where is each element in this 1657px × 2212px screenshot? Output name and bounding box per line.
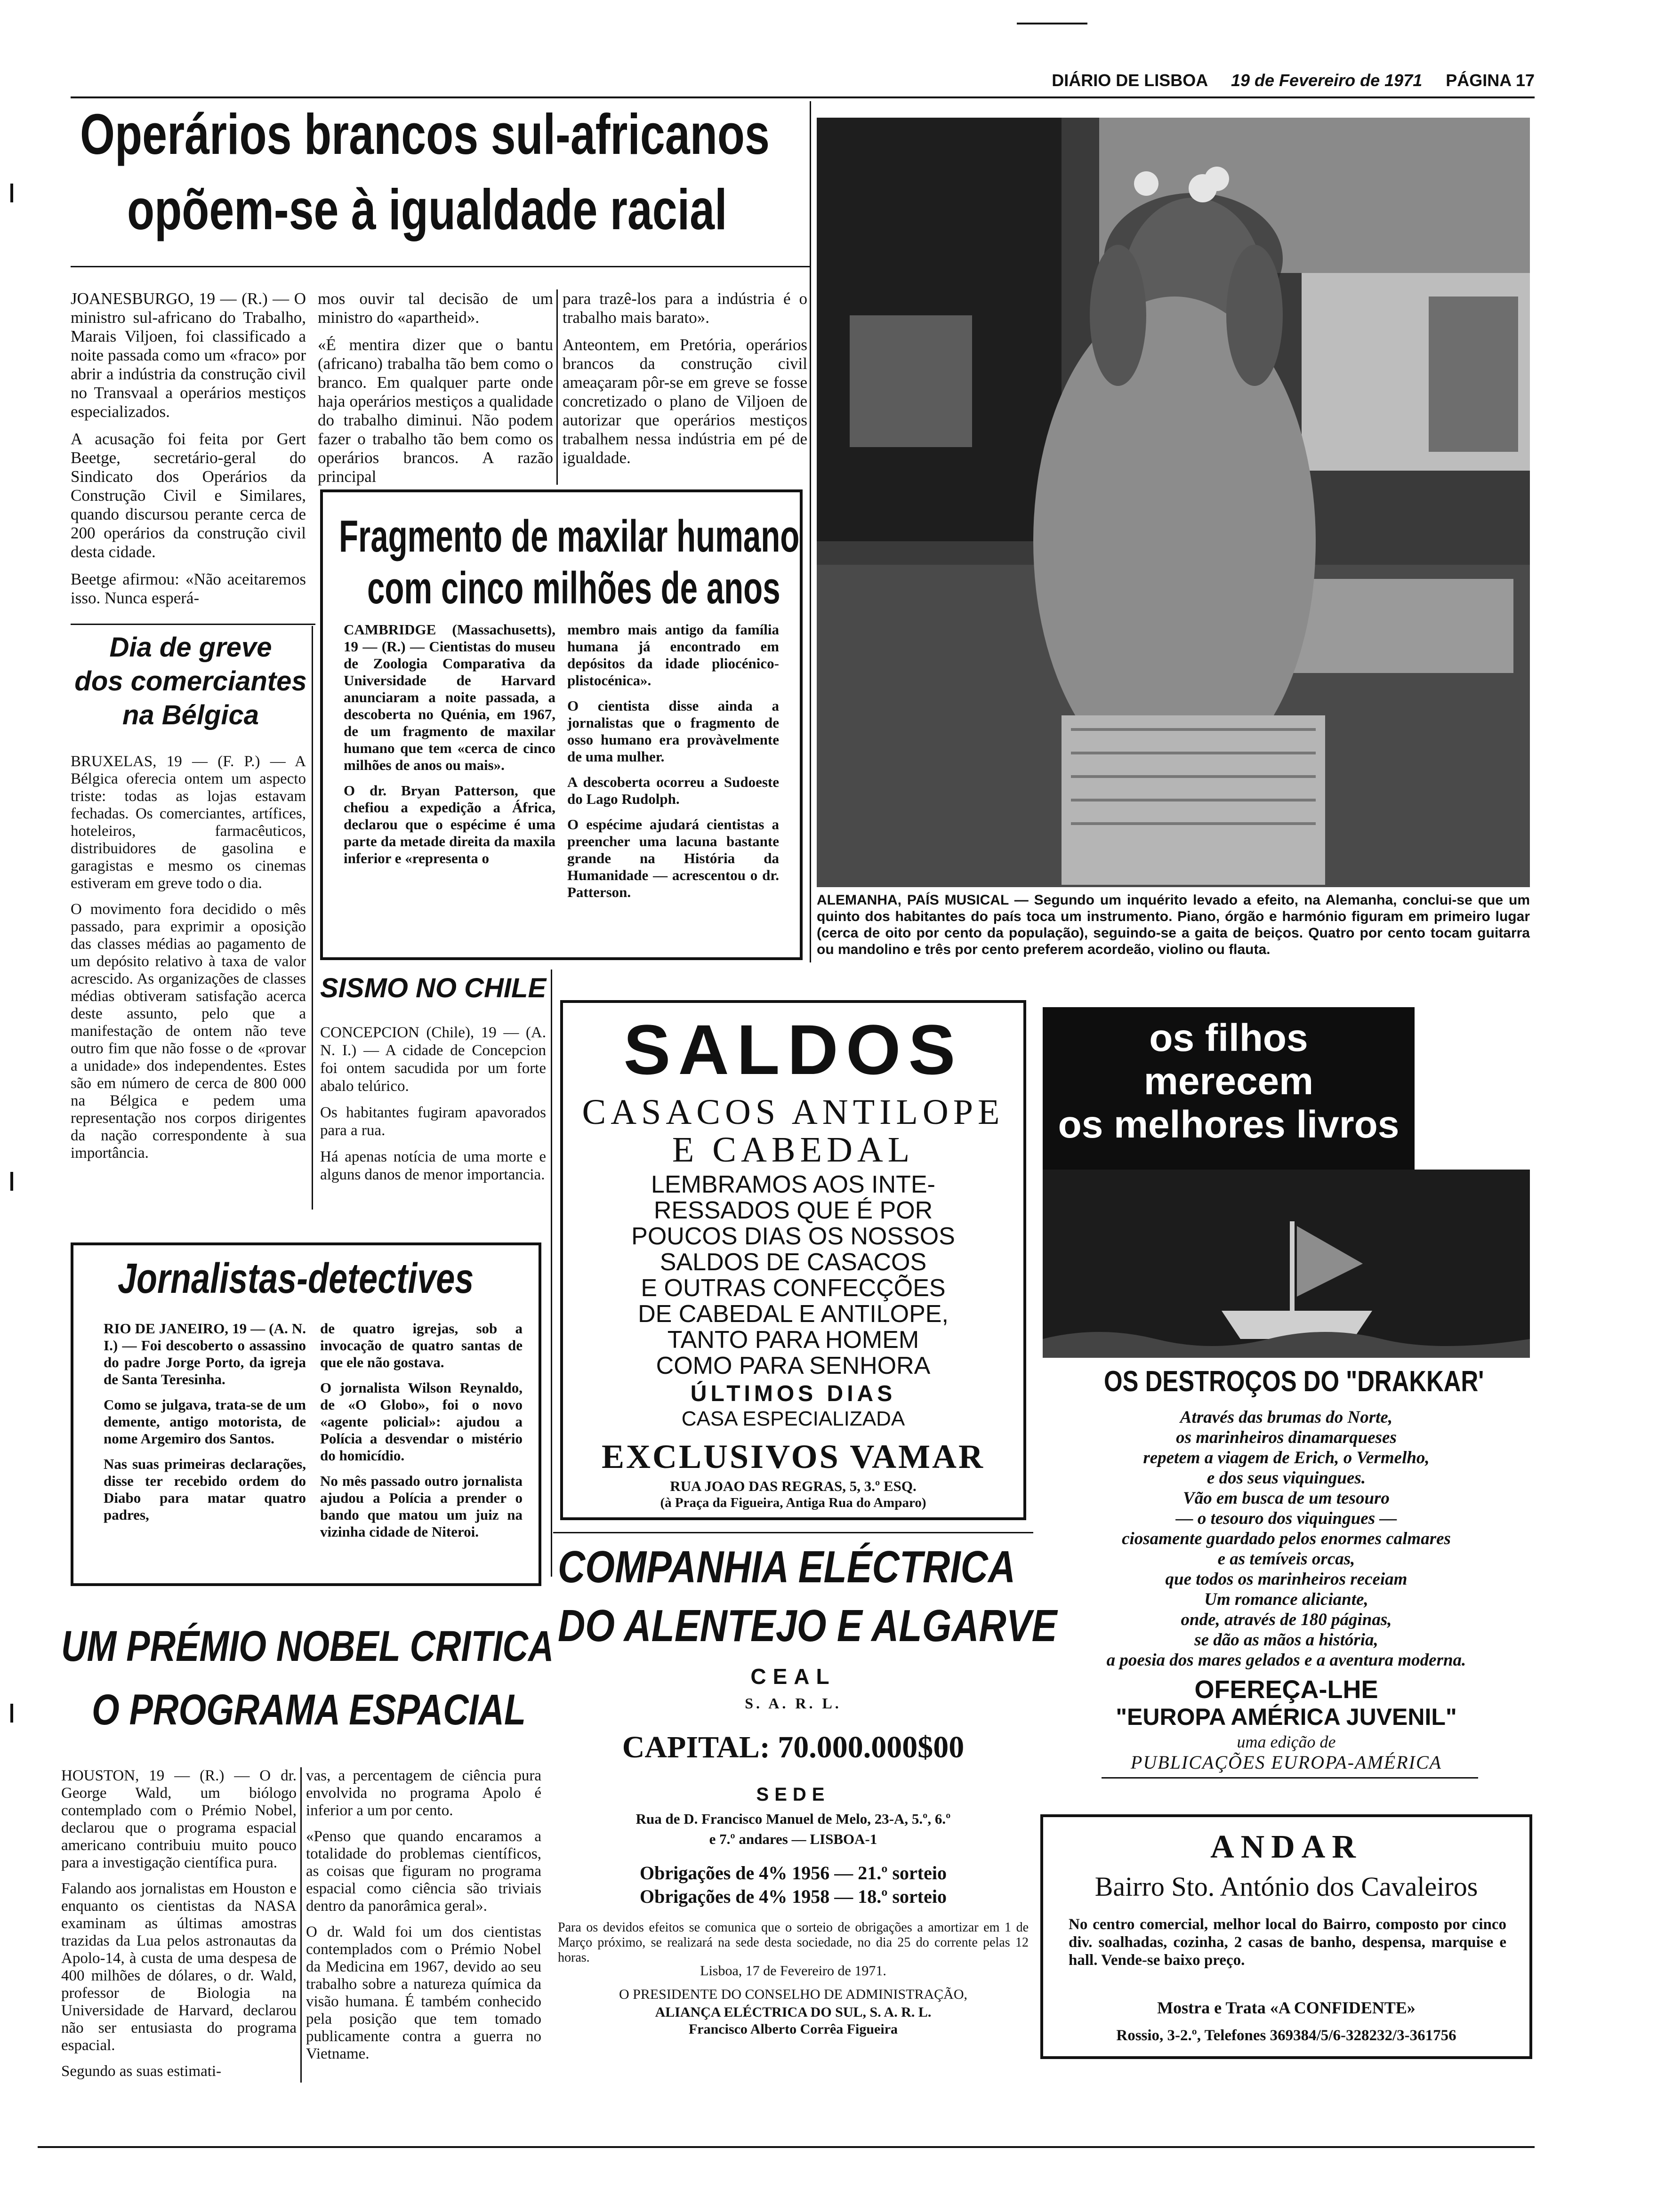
photo-caption-head: ALEMANHA, PAÍS MUSICAL bbox=[817, 892, 1009, 908]
saldos-title: SALDOS bbox=[623, 1010, 963, 1089]
saldos-line-8: COMO PARA SENHORA bbox=[656, 1352, 931, 1379]
operarios-headline-2: opõem-se à igualdade racial bbox=[127, 177, 727, 241]
ceal-company: ALIANÇA ELÉCTRICA DO SUL, S. A. R. L. bbox=[655, 2004, 932, 2020]
nobel-p6: O dr. Wald foi um dos cientistas contemplados com o Prémio Nobel da Medicina em 1967, devido ao seu trabalho sobre a natureza química da visão humana. É também conhecido pela posição que tem tomado publicamente contra a guerra no Vietname. bbox=[306, 1923, 541, 2062]
livros-verse-5: Vão em busca de um tesouro bbox=[1183, 1489, 1390, 1508]
operarios-p4: mos ouvir tal decisão de um ministro do «apartheid». bbox=[318, 289, 553, 327]
saldos-line-2: RESSADOS QUE É POR bbox=[653, 1197, 933, 1224]
page-divider-main bbox=[810, 101, 811, 962]
greve-headline-1: Dia de greve bbox=[109, 632, 272, 663]
greve-p2: O movimento fora decidido o mês passado, para exprimir a oposição das classes médias ao pagamento de um depósito relativo à taxa de valor acrescido. As organizações de classes médias obtiveram satisfação acerca deste assunto, pelo que a manifestação de ontem não teve outro fim que não fosse o de «provar a unidade» dos independentes. Estes são em número de cerca de 800 000 na Bélgica e pedem uma representação nos corpos dirigentes da nação correspondente à sua importância. bbox=[71, 901, 306, 1162]
operarios-p6: para trazê-los para a indústria é o trabalho mais barato». bbox=[563, 289, 807, 327]
saldos-line-7: TANTO PARA HOMEM bbox=[667, 1326, 919, 1354]
nobel-col-2 bbox=[306, 1767, 541, 2071]
jornalistas-p1: RIO DE JANEIRO, 19 — (A. N. I.) — Foi descoberto o assassino do padre Jorge Porto, da igreja de Santa Teresinha. bbox=[104, 1320, 306, 1387]
livros-offer-1: OFEREÇA-LHE bbox=[1194, 1675, 1378, 1704]
andar-agent: Mostra e Trata «A CONFIDENTE» bbox=[1157, 1998, 1416, 2017]
saldos-body bbox=[560, 1172, 1026, 1379]
andar-body: No centro comercial, melhor local do Bairro, composto por cinco div. soalhadas, cozinha, 2 casas de banho, despensa, marquise e hall. Vende-se baixo preço. bbox=[1069, 1916, 1506, 1969]
nobel-divider bbox=[300, 1767, 302, 2083]
ceal-top-rule bbox=[553, 1532, 1033, 1533]
nobel-col-1 bbox=[61, 1767, 297, 2089]
sismo-p2: Os habitantes fugiram apavorados para a rua. bbox=[320, 1104, 546, 1139]
jornalistas-p4: de quatro igrejas, sob a invocação de quatro santas de que ele não gostava. bbox=[320, 1320, 523, 1370]
nobel-p1: HOUSTON, 19 — (R.) — O dr. George Wald, um biólogo contemplado com o Prémio Nobel, declarou que o programa espacial americano contribuiu muito pouco para a investigação científica pura. bbox=[61, 1767, 297, 1871]
ship-illustration bbox=[1043, 1170, 1530, 1358]
livros-verse bbox=[1043, 1407, 1530, 1670]
maxilar-p6: O espécime ajudará cientistas a preencher uma lacuna bastante grande na História da Humanidade — acrescentou o dr. Patterson. bbox=[567, 816, 779, 900]
maxilar-p2: O dr. Bryan Patterson, que chefiou a expedição a África, declarou que o espécime é uma parte da metade direita da maxila inferior e «representa o bbox=[344, 782, 555, 866]
livros-verse-1: Através das brumas do Norte, bbox=[1180, 1408, 1393, 1427]
maxilar-col-1 bbox=[344, 621, 555, 875]
saldos-line-5: E OUTRAS CONFECÇÕES bbox=[641, 1274, 946, 1302]
masthead-page: PÁGINA 17 bbox=[1446, 71, 1535, 90]
print-mark bbox=[1017, 23, 1087, 24]
operarios-col-1 bbox=[71, 289, 306, 616]
nobel-headline-1: UM PRÉMIO NOBEL CRITICA bbox=[61, 1622, 554, 1670]
greve-headline-3: na Bélgica bbox=[122, 700, 259, 730]
sismo-p1: CONCEPCION (Chile), 19 — (A. N. I.) — A cidade de Concepcion foi ontem sacudida por um forte abalo telúrico. bbox=[320, 1024, 546, 1095]
masthead-paper: DIÁRIO DE LISBOA bbox=[1052, 71, 1207, 90]
jornalistas-p3: Nas suas primeiras declarações, disse ter recebido ordem do Diabo para matar quatro padres, bbox=[104, 1456, 306, 1523]
ceal-address-2: e 7.º andares — LISBOA-1 bbox=[709, 1831, 877, 1847]
photo-caption-text: — Segundo um inquérito levado a efeito, na Alemanha, conclui-se que um quinto dos habitantes do país toca um instrumento. Piano, órgão e harmónio figuram em primeiro lugar (cerca de oito por cento da população), seguindo-se a gaita de beiços. Quatro por cento tocam guitarra ou mandolino e três por cento preferem acordeão, violino ou flauta. bbox=[817, 892, 1530, 957]
ceal-short: CEAL bbox=[750, 1664, 836, 1689]
operarios-divider-2 bbox=[556, 289, 558, 485]
ceal-obrig-2: Obrigações de 4% 1958 — 18.º sorteio bbox=[639, 1886, 947, 1907]
sismo-divider bbox=[551, 970, 552, 1577]
sismo-headline: SISMO NO CHILE bbox=[320, 973, 547, 1003]
jornalistas-p5: O jornalista Wilson Reynaldo, de «O Globo», foi o novo «agente policial»: ajudou a Polícia a desvendar o mistério do homicídio. bbox=[320, 1379, 523, 1464]
masthead-date: 19 de Fevereiro de 1971 bbox=[1231, 71, 1423, 90]
greve-p1: BRUXELAS, 19 — (F. P.) — A Bélgica oferecia ontem um aspecto triste: todas as lojas estavam fechadas. Os comerciantes, artífices, hoteleiros, farmacêuticos, distribuidores de gasolina e garagistas e mesmo os cinemas estiveram em greve todo o dia. bbox=[71, 753, 306, 892]
operarios-p2: A acusação foi feita por Gert Beetge, secretário-geral do Sindicato dos Operários da Construção Civil e Similares, quando discursou perante cerca de 200 operários da construção civil desta cidade. bbox=[71, 430, 306, 561]
ceal-capital: CAPITAL: 70.000.000$00 bbox=[622, 1730, 965, 1764]
ceal-name-2: DO ALENTEJO E ALGARVE bbox=[558, 1601, 1057, 1651]
maxilar-p3: membro mais antigo da família humana já encontrado em depósitos da idade pliocénico-plistocénica». bbox=[567, 621, 779, 689]
saldos-address-1: RUA JOAO DAS REGRAS, 5, 3.º ESQ. bbox=[670, 1478, 917, 1494]
saldos-brand: EXCLUSIVOS VAMAR bbox=[601, 1438, 985, 1475]
livros-slogan-1: os filhos bbox=[1149, 1017, 1308, 1059]
livros-slogan-3: os melhores livros bbox=[1058, 1103, 1400, 1146]
greve-rule bbox=[71, 624, 315, 625]
operarios-rule bbox=[71, 266, 810, 267]
ceal-name-1: COMPANHIA ELÉCTRICA bbox=[558, 1542, 1016, 1592]
saldos-line-6: DE CABEDAL E ANTILOPE, bbox=[638, 1300, 949, 1328]
saldos-line-3: POUCOS DIAS OS NOSSOS bbox=[631, 1223, 955, 1250]
andar-title: ANDAR bbox=[1210, 1829, 1362, 1865]
livros-edition: uma edição de bbox=[1237, 1732, 1336, 1751]
operarios-col-2 bbox=[318, 289, 553, 495]
jornalistas-col-2 bbox=[320, 1320, 523, 1549]
livros-publisher: PUBLICAÇÕES EUROPA-AMÉRICA bbox=[1130, 1752, 1442, 1773]
greve-divider bbox=[312, 626, 313, 1210]
saldos-sub-2: E CABEDAL bbox=[672, 1130, 915, 1170]
photo-image bbox=[817, 118, 1530, 887]
jornalistas-col-1 bbox=[104, 1320, 306, 1532]
maxilar-p5: A descoberta ocorreu a Sudoeste do Lago Rudolph. bbox=[567, 774, 779, 807]
margin-tick-1 bbox=[10, 184, 13, 202]
ceal-place-date: Lisboa, 17 de Fevereiro de 1971. bbox=[700, 1963, 886, 1979]
margin-tick-2 bbox=[10, 1172, 13, 1191]
livros-verse-8: e as temíveis orcas, bbox=[1217, 1549, 1355, 1569]
sismo-body bbox=[320, 1024, 546, 1192]
operarios-p3: Beetge afirmou: «Não aceitaremos isso. Nunca esperá- bbox=[71, 570, 306, 607]
livros-verse-6: — o tesouro dos viquingues — bbox=[1175, 1509, 1397, 1528]
livros-verse-12: se dão as mãos a história, bbox=[1194, 1630, 1378, 1650]
greve-headline bbox=[71, 631, 311, 732]
livros-title: OS DESTROÇOS DO "DRAKKAR' bbox=[1104, 1365, 1484, 1398]
livros-verse-2: os marinheiros dinamarqueses bbox=[1176, 1428, 1397, 1447]
operarios-p1: JOANESBURGO, 19 — (R.) — O ministro sul-africano do Trabalho, Marais Viljoen, foi classificado a noite passada como um «fraco» por abrir a indústria da construção civil no Transvaal a operários mestiços especializados. bbox=[71, 289, 306, 421]
andar-subtitle: Bairro Sto. António dos Cavaleiros bbox=[1094, 1871, 1478, 1902]
livros-slogan-box bbox=[1043, 1007, 1415, 1170]
maxilar-p1: CAMBRIDGE (Massachusetts), 19 — (R.) — Cientistas do museu de Zoologia Comparativa da Universidade de Harvard anunciaram a noite passada, a descoberta no Quénia, em 1967, de um fragmento de maxilar humano que tem «cerca de cinco milhões de anos ou mais». bbox=[344, 621, 555, 773]
photo-caption bbox=[817, 892, 1530, 958]
nobel-p5: «Penso que quando encaramos a totalidade do problemas científicos, as coisas que figuram no programa espacial como ciência são triviais dentro da panorâmica geral». bbox=[306, 1828, 541, 1915]
ceal-type: S. A. R. L. bbox=[745, 1695, 842, 1712]
maxilar-headline-1: Fragmento de maxilar humano bbox=[339, 511, 800, 561]
masthead bbox=[1036, 71, 1535, 94]
livros-verse-11: onde, através de 180 páginas, bbox=[1181, 1610, 1392, 1629]
ceal-president: O PRESIDENTE DO CONSELHO DE ADMINISTRAÇÃO, bbox=[619, 1987, 967, 2002]
operarios-p7: Anteontem, em Pretória, operários brancos da construção civil ameaçaram pôr-se em greve se fosse concretizado o plano de Viljoen de autorizar que operários mestiços trabalhem nessa indústria em pé de igualdade. bbox=[563, 336, 807, 467]
ceal-notice: Para os devidos efeitos se comunica que o sorteio de obrigações a amortizar em 1 de Março próximo, se realizará na sede desta sociedade, no dia 25 do corrente pelas 12 horas. bbox=[558, 1920, 1029, 1965]
livros-verse-9: que todos os marinheiros receiam bbox=[1165, 1570, 1408, 1589]
jornalistas-headline: Jornalistas-detectives bbox=[118, 1255, 474, 1302]
livros-bottom-rule bbox=[1102, 1777, 1478, 1779]
ceal-sede: SEDE bbox=[756, 1784, 830, 1805]
jornalistas-p6: No mês passado outro jornalista ajudou a Polícia a prender o bando que matou um juiz na vizinha cidade de Niteroi. bbox=[320, 1473, 523, 1540]
operarios-headline-1: Operários brancos sul-africanos bbox=[80, 102, 770, 166]
ceal-obrig-1: Obrigações de 4% 1956 — 21.º sorteio bbox=[639, 1862, 947, 1883]
livros-verse-7: ciosamente guardado pelos enormes calmares bbox=[1122, 1529, 1451, 1548]
masthead-rule bbox=[71, 96, 1535, 98]
livros-verse-4: e dos seus viquingues. bbox=[1207, 1468, 1366, 1488]
jornalistas-p2: Como se julgava, tratа-se de um demente, antigo motorista, de nome Argemiro dos Santos. bbox=[104, 1396, 306, 1447]
ceal-address-1: Rua de D. Francisco Manuel de Melo, 23-A, 5.º, 6.º bbox=[635, 1811, 951, 1827]
livros-verse-3: repetem a viagem de Erich, o Vermelho, bbox=[1143, 1448, 1430, 1467]
greve-headline-2: dos comerciantes bbox=[74, 666, 307, 697]
livros-verse-10: Um romance aliciante, bbox=[1204, 1590, 1368, 1609]
operarios-col-3 bbox=[563, 289, 807, 476]
operarios-p5: «É mentira dizer que o bantu (africano) trabalha tão bem como o branco. Em qualquer parte onde haja operários mestiços a qualidade do trabalho diminui. Não podem fazer o trabalho tão bem como os operários brancos. A razão principal bbox=[318, 336, 553, 486]
bottom-rule bbox=[38, 2146, 1535, 2148]
photo-girl-with-instrument bbox=[817, 118, 1530, 887]
saldos-casa: CASA ESPECIALIZADA bbox=[681, 1407, 905, 1430]
andar-contact: Rossio, 3-2.º, Telefones 369384/5/6-328232/3-361756 bbox=[1116, 2027, 1456, 2044]
greve-body bbox=[71, 753, 306, 1170]
saldos-line-4: SALDOS DE CASACOS bbox=[660, 1249, 927, 1276]
saldos-sub-1: CASACOS ANTILOPE bbox=[582, 1092, 1005, 1132]
maxilar-col-2 bbox=[567, 621, 779, 909]
saldos-ultimos: ÚLTIMOS DIAS bbox=[690, 1381, 896, 1406]
livros-offer-2: "EUROPA AMÉRICA JUVENIL" bbox=[1116, 1704, 1457, 1730]
nobel-headline-2: O PROGRAMA ESPACIAL bbox=[92, 1686, 526, 1734]
nobel-p2: Falando aos jornalistas em Houston e enquanto os cientistas da NASA examinam as últimas amostras trazidas da Lua pelos astronautas da Apolo-14, à custa de uma despesa de 400 milhões de dólares, o dr. Wald, professor de Biologia na Universidade de Harvard, declarou não ser entusiasta do programa espacial. bbox=[61, 1880, 297, 2054]
maxilar-headline-2: com cinco milhões de anos bbox=[367, 563, 780, 613]
saldos-address-2: (à Praça da Figueira, Antiga Rua do Amparo) bbox=[660, 1495, 926, 1510]
livros-verse-13: a poesia dos mares gelados e a aventura moderna. bbox=[1106, 1651, 1466, 1670]
nobel-p4: vas, a percentagem de ciência pura envolvida no programa Apolo é inferior a um por cento. bbox=[306, 1767, 541, 1819]
sismo-p3: Há apenas notícia de uma morte e alguns danos de menor importancia. bbox=[320, 1148, 546, 1183]
ceal-signatory: Francisco Alberto Corrêa Figueira bbox=[688, 2021, 898, 2037]
livros-slogan-2: merecem bbox=[1143, 1060, 1314, 1103]
maxilar-p4: O cientista disse ainda a jornalistas que o fragmento de osso humano era provàvelmente de uma mulher. bbox=[567, 697, 779, 765]
nobel-p3: Segundo as suas estimati- bbox=[61, 2063, 222, 2080]
livros-illustration bbox=[1043, 1170, 1530, 1358]
margin-tick-3 bbox=[10, 1704, 13, 1723]
saldos-line-1: LEMBRAMOS AOS INTE- bbox=[651, 1171, 935, 1198]
